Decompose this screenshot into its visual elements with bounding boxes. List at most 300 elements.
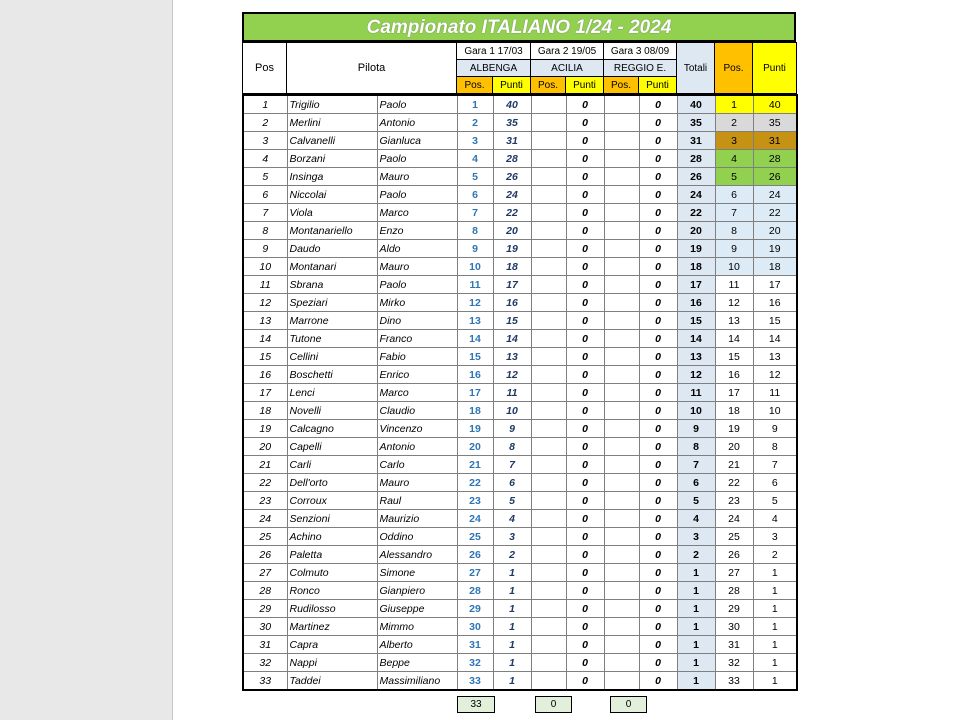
- final-points: 22: [753, 204, 797, 222]
- final-pos: 4: [715, 150, 753, 168]
- row-surname: Borzani: [287, 150, 377, 168]
- race-1-pos: 26: [457, 546, 493, 564]
- row-pos: 20: [243, 438, 287, 456]
- race-2-points: 0: [566, 186, 604, 204]
- race-3-points: 0: [639, 348, 677, 366]
- race-2-punti-header: Punti: [566, 77, 604, 94]
- row-surname: Colmuto: [287, 564, 377, 582]
- race-1-pos: 28: [457, 582, 493, 600]
- row-firstname: Mirko: [377, 294, 457, 312]
- row-total: 1: [677, 564, 715, 582]
- final-points: 4: [753, 510, 797, 528]
- race-3-pos: [604, 510, 639, 528]
- race-2-pos: [531, 366, 566, 384]
- race-3-points: 0: [639, 132, 677, 150]
- row-total: 40: [677, 95, 715, 114]
- final-points: 15: [753, 312, 797, 330]
- race-1-pos: 8: [457, 222, 493, 240]
- final-points: 1: [753, 600, 797, 618]
- table-row: [243, 348, 797, 366]
- row-pos: 21: [243, 456, 287, 474]
- table-row: [243, 438, 797, 456]
- race-2-points: 0: [566, 222, 604, 240]
- row-surname: Paletta: [287, 546, 377, 564]
- final-pos: 24: [715, 510, 753, 528]
- table-row: [243, 150, 797, 168]
- race-3-pos: [604, 204, 639, 222]
- final-pos: 5: [715, 168, 753, 186]
- row-surname: Senzioni: [287, 510, 377, 528]
- race-1-pos: 24: [457, 510, 493, 528]
- race-1-pos: 10: [457, 258, 493, 276]
- row-pos: 32: [243, 654, 287, 672]
- race-1-pos: 23: [457, 492, 493, 510]
- final-points: 11: [753, 384, 797, 402]
- race-2-points: 0: [566, 636, 604, 654]
- race-2-pos: [531, 348, 566, 366]
- race-2-pos: [531, 564, 566, 582]
- row-total: 20: [677, 222, 715, 240]
- race-1-pos: 3: [457, 132, 493, 150]
- row-firstname: Dino: [377, 312, 457, 330]
- standings-sheet: [242, 12, 796, 691]
- race-1-points: 15: [493, 312, 531, 330]
- race-1-points: 24: [493, 186, 531, 204]
- race-3-points: 0: [639, 510, 677, 528]
- race-3-points: 0: [639, 150, 677, 168]
- race-1-points: 26: [493, 168, 531, 186]
- final-pos: 22: [715, 474, 753, 492]
- final-pos: 14: [715, 330, 753, 348]
- race-3-pos: [604, 546, 639, 564]
- race-3-pos: [604, 492, 639, 510]
- race-1-points: 8: [493, 438, 531, 456]
- row-firstname: Paolo: [377, 150, 457, 168]
- race-2-pos: [531, 618, 566, 636]
- final-pos: 1: [715, 95, 753, 114]
- final-pos: 31: [715, 636, 753, 654]
- race-2-pos: [531, 222, 566, 240]
- race-3-pos: [604, 348, 639, 366]
- race-1-points: 16: [493, 294, 531, 312]
- race-3-pos: [604, 672, 639, 691]
- table-row: [243, 330, 797, 348]
- final-pos: 9: [715, 240, 753, 258]
- race-2-pos: [531, 474, 566, 492]
- row-firstname: Giuseppe: [377, 600, 457, 618]
- race-2-pos: [531, 528, 566, 546]
- final-points: 1: [753, 564, 797, 582]
- race-1-pos: 20: [457, 438, 493, 456]
- row-total: 31: [677, 132, 715, 150]
- final-points: 2: [753, 546, 797, 564]
- row-surname: Carli: [287, 456, 377, 474]
- race-1-points: 4: [493, 510, 531, 528]
- race-1-points: 10: [493, 402, 531, 420]
- row-pos: 18: [243, 402, 287, 420]
- final-pos: 12: [715, 294, 753, 312]
- final-points: 26: [753, 168, 797, 186]
- race-2-points: 0: [566, 366, 604, 384]
- final-points: 1: [753, 618, 797, 636]
- row-total: 6: [677, 474, 715, 492]
- row-firstname: Marco: [377, 204, 457, 222]
- final-points: 6: [753, 474, 797, 492]
- row-firstname: Mimmo: [377, 618, 457, 636]
- race-1-pos: 21: [457, 456, 493, 474]
- race-1-pos: 19: [457, 420, 493, 438]
- race-3-points: 0: [639, 420, 677, 438]
- row-total: 17: [677, 276, 715, 294]
- row-firstname: Alessandro: [377, 546, 457, 564]
- row-total: 35: [677, 114, 715, 132]
- race-1-points: 1: [493, 672, 531, 691]
- race-1-label: Gara 1 17/03: [457, 43, 531, 60]
- table-row: [243, 474, 797, 492]
- row-firstname: Claudio: [377, 402, 457, 420]
- final-points: 19: [753, 240, 797, 258]
- race-1-points: 13: [493, 348, 531, 366]
- table-row: [243, 240, 797, 258]
- table-row: [243, 222, 797, 240]
- table-row: [243, 636, 797, 654]
- race-1-pos: 13: [457, 312, 493, 330]
- table-row: [243, 582, 797, 600]
- race-2-pos: [531, 438, 566, 456]
- row-pos: 30: [243, 618, 287, 636]
- row-total: 1: [677, 636, 715, 654]
- race-2-pos: [531, 384, 566, 402]
- final-points: 3: [753, 528, 797, 546]
- row-total: 5: [677, 492, 715, 510]
- race-1-points: 22: [493, 204, 531, 222]
- header-pilota: Pilota: [287, 43, 457, 94]
- race-2-points: 0: [566, 582, 604, 600]
- row-total: 11: [677, 384, 715, 402]
- final-pos: 33: [715, 672, 753, 691]
- row-total: 3: [677, 528, 715, 546]
- row-pos: 33: [243, 672, 287, 691]
- row-pos: 31: [243, 636, 287, 654]
- row-surname: Speziari: [287, 294, 377, 312]
- row-total: 18: [677, 258, 715, 276]
- race-1-pos: 7: [457, 204, 493, 222]
- race-2-points: 0: [566, 294, 604, 312]
- race-2-points: 0: [566, 600, 604, 618]
- row-surname: Lenci: [287, 384, 377, 402]
- table-row: [243, 618, 797, 636]
- race-3-pos-header: Pos.: [604, 77, 639, 94]
- race-2-pos: [531, 456, 566, 474]
- race-3-label: Gara 3 08/09: [604, 43, 677, 60]
- row-pos: 2: [243, 114, 287, 132]
- race-3-pos: [604, 240, 639, 258]
- race-1-points: 31: [493, 132, 531, 150]
- race-2-points: 0: [566, 312, 604, 330]
- table-row: [243, 366, 797, 384]
- race-2-pos: [531, 258, 566, 276]
- race-1-points: 1: [493, 600, 531, 618]
- race-1-points: 1: [493, 654, 531, 672]
- final-pos: 26: [715, 546, 753, 564]
- final-points: 7: [753, 456, 797, 474]
- race-2-label: Gara 2 19/05: [531, 43, 604, 60]
- race-1-pos: 4: [457, 150, 493, 168]
- final-pos: 6: [715, 186, 753, 204]
- row-surname: Boschetti: [287, 366, 377, 384]
- final-pos: 13: [715, 312, 753, 330]
- race-2-pos-header: Pos.: [531, 77, 566, 94]
- row-surname: Corroux: [287, 492, 377, 510]
- race-2-pos: [531, 186, 566, 204]
- table-row: [243, 168, 797, 186]
- table-row: [243, 546, 797, 564]
- footer-count-race-2: 0: [535, 696, 572, 713]
- row-firstname: Mauro: [377, 258, 457, 276]
- sheet-margin: [0, 0, 173, 720]
- row-total: 22: [677, 204, 715, 222]
- table-row: [243, 564, 797, 582]
- row-surname: Calvanelli: [287, 132, 377, 150]
- row-firstname: Maurizio: [377, 510, 457, 528]
- race-2-pos: [531, 420, 566, 438]
- race-2-pos: [531, 636, 566, 654]
- championship-title: Campionato ITALIANO 1/24 - 2024: [242, 12, 796, 42]
- final-pos: 16: [715, 366, 753, 384]
- row-firstname: Oddino: [377, 528, 457, 546]
- final-points: 1: [753, 636, 797, 654]
- race-3-punti-header: Punti: [639, 77, 677, 94]
- row-firstname: Massimiliano: [377, 672, 457, 691]
- row-firstname: Gianluca: [377, 132, 457, 150]
- race-3-points: 0: [639, 528, 677, 546]
- race-1-punti-header: Punti: [493, 77, 531, 94]
- header-totali: Totali: [677, 43, 715, 94]
- race-1-pos: 5: [457, 168, 493, 186]
- final-points: 18: [753, 258, 797, 276]
- race-3-points: 0: [639, 294, 677, 312]
- race-3-points: 0: [639, 222, 677, 240]
- final-pos: 32: [715, 654, 753, 672]
- race-1-points: 14: [493, 330, 531, 348]
- row-surname: Sbrana: [287, 276, 377, 294]
- row-pos: 9: [243, 240, 287, 258]
- race-3-points: 0: [639, 240, 677, 258]
- race-2-points: 0: [566, 474, 604, 492]
- row-surname: Tutone: [287, 330, 377, 348]
- row-firstname: Paolo: [377, 186, 457, 204]
- table-row: [243, 312, 797, 330]
- row-total: 13: [677, 348, 715, 366]
- race-3-pos: [604, 150, 639, 168]
- race-1-pos: 25: [457, 528, 493, 546]
- race-2-points: 0: [566, 618, 604, 636]
- table-row: [243, 186, 797, 204]
- final-points: 14: [753, 330, 797, 348]
- final-points: 20: [753, 222, 797, 240]
- race-1-pos: 27: [457, 564, 493, 582]
- table-row: [243, 600, 797, 618]
- race-1-points: 5: [493, 492, 531, 510]
- race-2-points: 0: [566, 672, 604, 691]
- row-firstname: Mauro: [377, 168, 457, 186]
- standings-table: [242, 94, 798, 691]
- race-1-pos: 32: [457, 654, 493, 672]
- row-total: 1: [677, 654, 715, 672]
- race-2-pos: [531, 312, 566, 330]
- row-firstname: Paolo: [377, 276, 457, 294]
- race-1-pos: 1: [457, 95, 493, 114]
- race-3-pos: [604, 564, 639, 582]
- race-3-venue: REGGIO E.: [604, 60, 677, 77]
- race-2-points: 0: [566, 258, 604, 276]
- row-firstname: Gianpiero: [377, 582, 457, 600]
- row-surname: Niccolai: [287, 186, 377, 204]
- final-pos: 3: [715, 132, 753, 150]
- final-pos: 11: [715, 276, 753, 294]
- row-total: 7: [677, 456, 715, 474]
- race-3-points: 0: [639, 168, 677, 186]
- row-surname: Cellini: [287, 348, 377, 366]
- race-1-pos: 11: [457, 276, 493, 294]
- final-points: 13: [753, 348, 797, 366]
- header-pos: Pos: [243, 43, 287, 94]
- row-firstname: Enzo: [377, 222, 457, 240]
- race-2-venue: ACILIA: [531, 60, 604, 77]
- race-3-pos: [604, 402, 639, 420]
- table-row: [243, 402, 797, 420]
- race-2-pos: [531, 402, 566, 420]
- row-firstname: Raul: [377, 492, 457, 510]
- race-3-pos: [604, 654, 639, 672]
- race-1-points: 2: [493, 546, 531, 564]
- row-firstname: Mauro: [377, 474, 457, 492]
- row-pos: 25: [243, 528, 287, 546]
- row-pos: 12: [243, 294, 287, 312]
- row-surname: Achino: [287, 528, 377, 546]
- table-row: [243, 528, 797, 546]
- row-pos: 11: [243, 276, 287, 294]
- final-pos: 19: [715, 420, 753, 438]
- final-points: 12: [753, 366, 797, 384]
- row-surname: Taddei: [287, 672, 377, 691]
- row-pos: 14: [243, 330, 287, 348]
- race-2-pos: [531, 276, 566, 294]
- race-3-pos: [604, 618, 639, 636]
- row-surname: Montanari: [287, 258, 377, 276]
- row-total: 4: [677, 510, 715, 528]
- race-3-pos: [604, 132, 639, 150]
- row-firstname: Enrico: [377, 366, 457, 384]
- race-3-pos: [604, 276, 639, 294]
- race-1-pos: 31: [457, 636, 493, 654]
- race-3-points: 0: [639, 366, 677, 384]
- final-pos: 23: [715, 492, 753, 510]
- row-pos: 15: [243, 348, 287, 366]
- race-3-pos: [604, 95, 639, 114]
- race-1-points: 28: [493, 150, 531, 168]
- final-pos: 10: [715, 258, 753, 276]
- race-2-pos: [531, 546, 566, 564]
- race-1-points: 3: [493, 528, 531, 546]
- row-surname: Dell'orto: [287, 474, 377, 492]
- table-row: [243, 204, 797, 222]
- race-3-points: 0: [639, 402, 677, 420]
- row-pos: 17: [243, 384, 287, 402]
- race-3-pos: [604, 420, 639, 438]
- race-2-pos: [531, 492, 566, 510]
- race-2-points: 0: [566, 528, 604, 546]
- race-3-points: 0: [639, 114, 677, 132]
- final-points: 1: [753, 672, 797, 691]
- race-1-points: 1: [493, 636, 531, 654]
- table-row: [243, 672, 797, 691]
- race-3-points: 0: [639, 618, 677, 636]
- final-points: 17: [753, 276, 797, 294]
- race-2-points: 0: [566, 456, 604, 474]
- race-3-points: 0: [639, 95, 677, 114]
- race-3-points: 0: [639, 492, 677, 510]
- race-2-points: 0: [566, 384, 604, 402]
- row-firstname: Fabio: [377, 348, 457, 366]
- race-1-points: 20: [493, 222, 531, 240]
- table-row: [243, 456, 797, 474]
- race-1-points: 17: [493, 276, 531, 294]
- race-2-pos: [531, 330, 566, 348]
- race-2-points: 0: [566, 438, 604, 456]
- race-2-points: 0: [566, 150, 604, 168]
- race-1-pos: 14: [457, 330, 493, 348]
- row-pos: 28: [243, 582, 287, 600]
- header-table: [242, 42, 797, 94]
- row-total: 1: [677, 618, 715, 636]
- row-pos: 3: [243, 132, 287, 150]
- race-1-points: 19: [493, 240, 531, 258]
- row-firstname: Vincenzo: [377, 420, 457, 438]
- row-pos: 1: [243, 95, 287, 114]
- row-total: 9: [677, 420, 715, 438]
- race-3-points: 0: [639, 582, 677, 600]
- table-row: [243, 294, 797, 312]
- final-pos: 28: [715, 582, 753, 600]
- row-pos: 24: [243, 510, 287, 528]
- table-row: [243, 384, 797, 402]
- race-1-points: 7: [493, 456, 531, 474]
- row-surname: Marrone: [287, 312, 377, 330]
- race-3-points: 0: [639, 276, 677, 294]
- race-3-pos: [604, 528, 639, 546]
- table-row: [243, 510, 797, 528]
- race-3-points: 0: [639, 600, 677, 618]
- race-3-pos: [604, 582, 639, 600]
- row-surname: Capelli: [287, 438, 377, 456]
- race-2-pos: [531, 150, 566, 168]
- race-2-points: 0: [566, 240, 604, 258]
- row-firstname: Carlo: [377, 456, 457, 474]
- table-row: [243, 276, 797, 294]
- final-pos: 21: [715, 456, 753, 474]
- final-pos: 18: [715, 402, 753, 420]
- race-3-points: 0: [639, 186, 677, 204]
- race-2-points: 0: [566, 276, 604, 294]
- race-2-pos: [531, 600, 566, 618]
- race-2-points: 0: [566, 114, 604, 132]
- row-surname: Martinez: [287, 618, 377, 636]
- race-2-pos: [531, 294, 566, 312]
- row-total: 14: [677, 330, 715, 348]
- race-3-points: 0: [639, 438, 677, 456]
- row-surname: Calcagno: [287, 420, 377, 438]
